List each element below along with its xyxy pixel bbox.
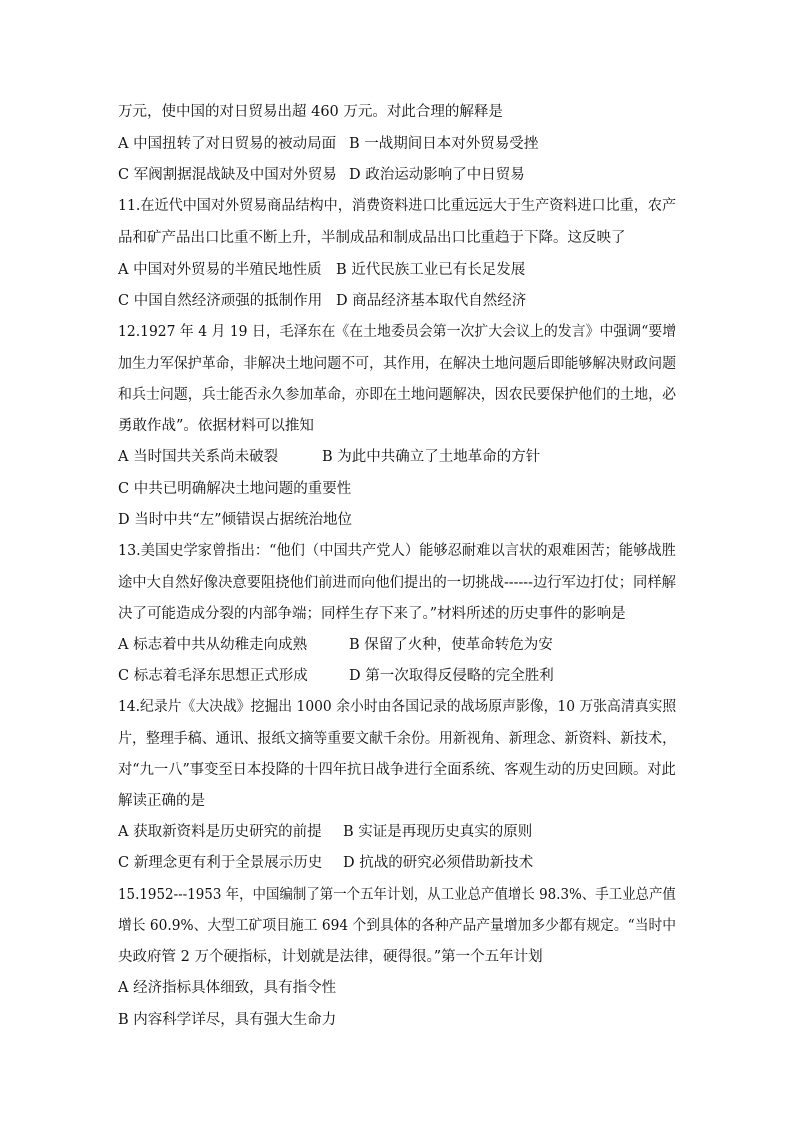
q11-stem-line-2: 品和矿产品出口比重不断上升，半制成品和制成品出口比重趋于下降。这反映了 (118, 230, 626, 246)
q14-option-c: C 新理念更有利于全景展示历史 (118, 855, 323, 871)
q12-option-d: D 当时中共“左”倾错误占据统治地位 (118, 512, 353, 528)
q10-option-b: B 一战期间日本对外贸易受挫 (349, 136, 539, 152)
q11-stem-line-1: 11.在近代中国对外贸易商品结构中，消费资料进口比重远远大于生产资料进口比重，农产 (118, 198, 677, 214)
q12-option-b: B 为此中共确立了土地革命的方针 (322, 449, 541, 465)
q10-option-d: D 政治运动影响了中日贸易 (349, 167, 525, 183)
q14-stem-line-2: 片，整理手稿、通讯、报纸文摘等重要文献千余份。用新视角、新理念、新资料、新技术， (118, 731, 677, 747)
q11-option-c: C 中国自然经济顽强的抵制作用 (118, 293, 323, 309)
q13-stem-line-3: 决了可能造成分裂的内部争端；同样生存下来了。”材料所述的历史事件的影响是 (118, 606, 626, 622)
q15-stem-line-1: 15.1952---1953 年，中国编制了第一个五年计划，从工业总产值增长 98.3%、手工业总产值 (118, 887, 676, 903)
q14-option-a: A 获取新资料是历史研究的前提 (118, 824, 322, 840)
q14-option-b: B 实证是再现历史真实的原则 (343, 824, 533, 840)
q13-option-d: D 第一次取得反侵略的完全胜利 (349, 668, 554, 684)
q13-stem-line-1: 13.美国史学家曾指出：“他们（中国共产党人）能够忍耐难以言状的艰难困苦；能够战胜 (118, 543, 676, 559)
q15-option-b: B 内容科学详尽，具有强大生命力 (118, 1012, 337, 1028)
q14-stem-line-1: 14.纪录片《大决战》挖掘出 1000 余小时由各国记录的战场原声影像，10 万张高清真实照 (118, 699, 677, 715)
q14-stem-line-3: 对“九一八”事变至日本投降的十四年抗日战争进行全面系统、客观生动的历史回顾。对此 (118, 762, 676, 778)
q14-stem-line-4: 解读正确的是 (118, 793, 205, 809)
q10-option-c: C 军阀割据混战缺及中国对外贸易 (118, 167, 337, 183)
q12-stem-line-3: 和兵士问题，兵士能否永久参加革命，亦即在土地问题解决，因农民要保护他们的土地，必 (118, 387, 677, 403)
q12-stem-line-4: 勇敢作战”。依据材料可以推知 (118, 418, 314, 434)
q11-option-b: B 近代民族工业已有长足发展 (336, 262, 526, 278)
q12-option-a: A 当时国共关系尚未破裂 (118, 449, 279, 465)
q10-option-a: A 中国扭转了对日贸易的被动局面 (118, 136, 337, 152)
q13-option-b: B 保留了火种，使革命转危为安 (349, 637, 553, 653)
q13-option-c: C 标志着毛泽东思想正式形成 (118, 668, 308, 684)
q14-option-d: D 抗战的研究必须借助新技术 (343, 855, 534, 871)
q12-stem-line-2: 加生力军保护革命，非解决土地问题不可，其作用，在解决土地问题后即能够解决财政问题 (118, 356, 677, 372)
q15-stem-line-3: 央政府管 2 万个硬指标，计划就是法律，硬得很。”第一个五年计划 (118, 949, 543, 965)
q13-option-a: A 标志着中共从幼稚走向成熟 (118, 637, 308, 653)
q12-stem-line-1: 12.1927 年 4 月 19 日，毛泽东在《在土地委员会第一次扩大会议上的发言》中强调“要增 (118, 324, 677, 340)
q11-option-d: D 商品经济基本取代自然经济 (336, 293, 527, 309)
q10-stem-tail: 万元，使中国的对日贸易出超 460 万元。对此合理的解释是 (118, 104, 503, 120)
q12-option-c: C 中共已明确解决土地问题的重要性 (118, 481, 352, 497)
q11-option-a: A 中国对外贸易的半殖民地性质 (118, 262, 322, 278)
q13-stem-line-2: 途中大自然好像决意要阻挠他们前进而向他们提出的一切挑战------边行军边打仗；同样解 (118, 575, 676, 591)
q15-stem-line-2: 增长 60.9%、大型工矿项目施工 694 个到具体的各种产品产量增加多少都有规定。“当时中 (118, 918, 676, 934)
q15-option-a: A 经济指标具体细致，具有指令性 (118, 980, 337, 996)
